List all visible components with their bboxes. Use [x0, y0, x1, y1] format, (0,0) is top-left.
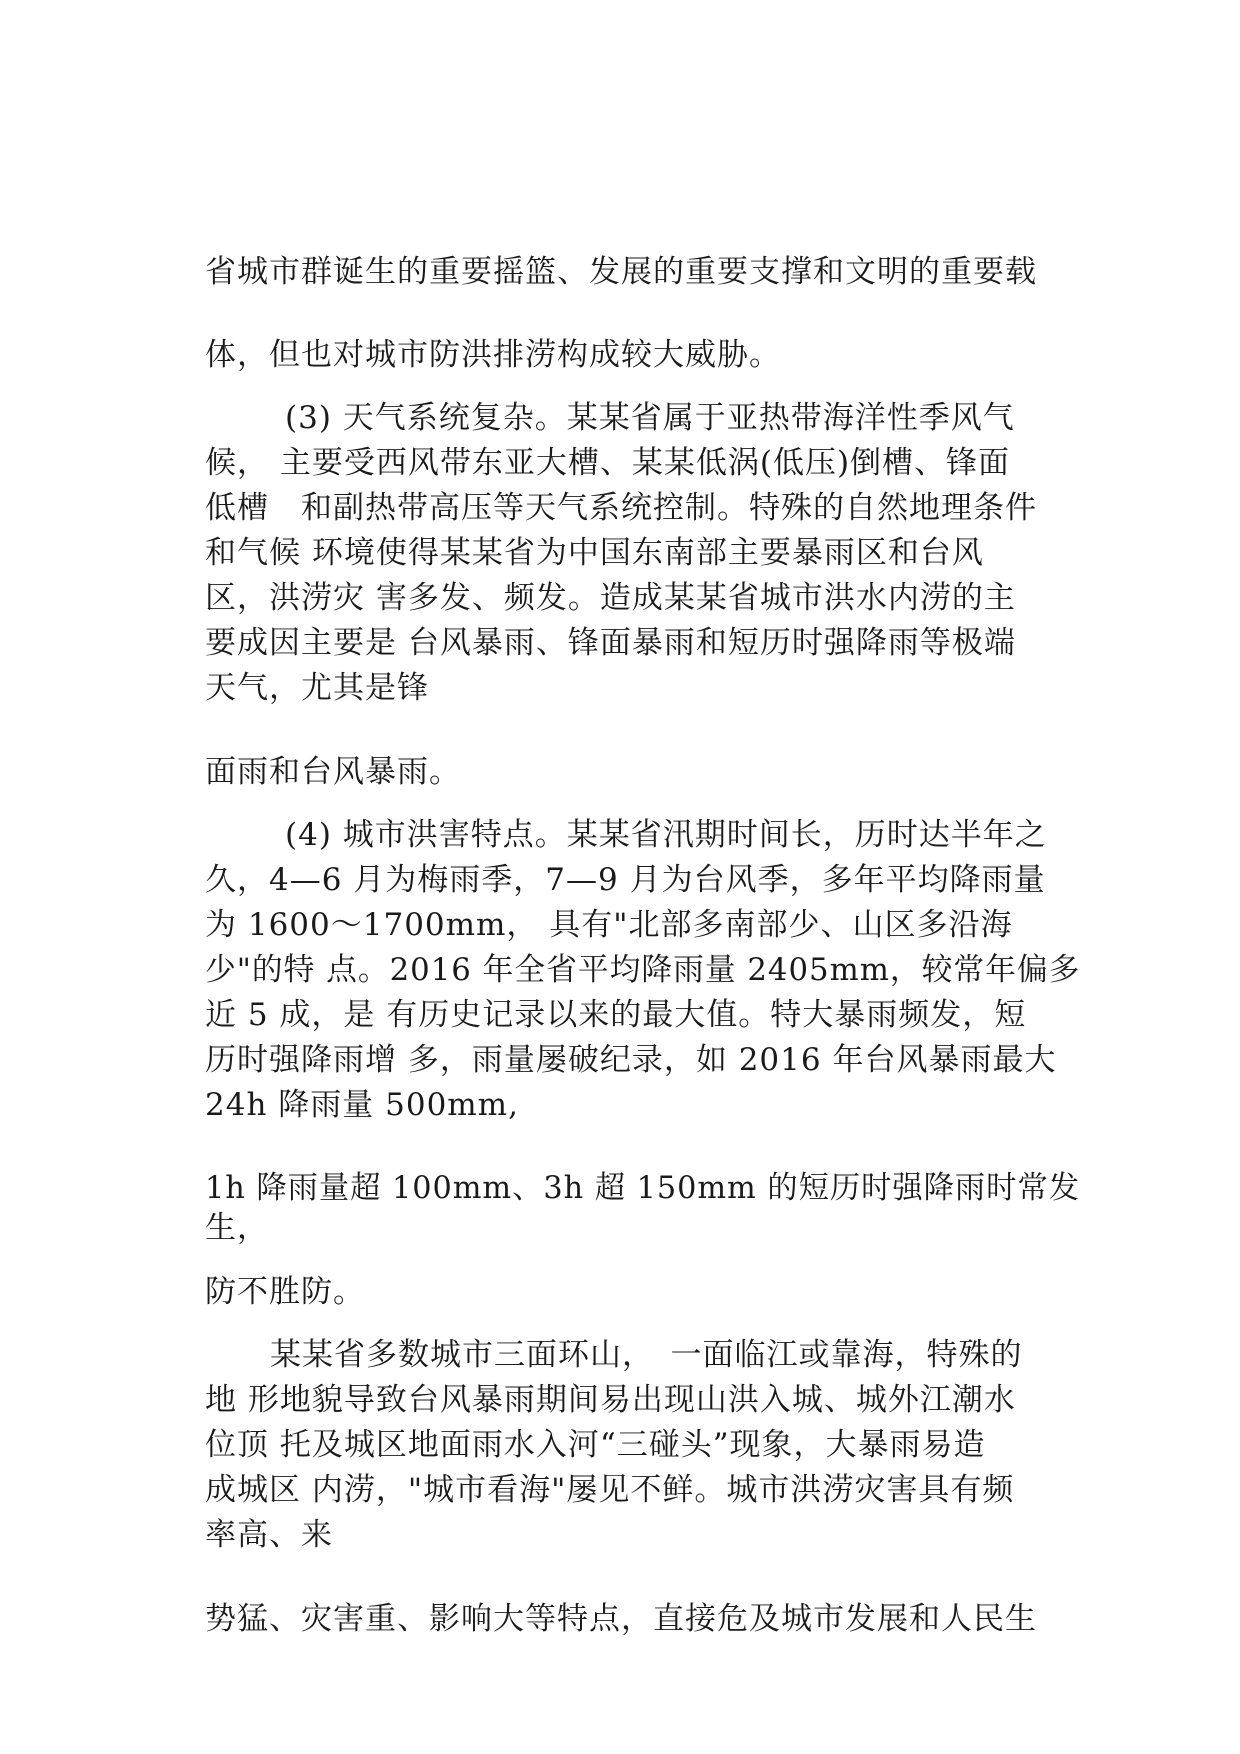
text-line-20: 防不胜防。: [205, 1274, 365, 1310]
text-line-8: 要成因主要是 台风暴雨、锋面暴雨和短历时强降雨等极端: [205, 625, 1016, 661]
text-line-25: 率高、来: [205, 1517, 333, 1553]
text-line-16: 历时强降雨增 多，雨量屡破纪录，如 2016 年台风暴雨最大: [205, 1042, 1057, 1078]
text-line-7: 区，洪涝灾 害多发、频发。造成某某省城市洪水内涝的主: [205, 580, 1016, 616]
text-line-15: 近 5 成，是 有历史记录以来的最大值。特大暴雨频发，短: [205, 997, 1027, 1033]
text-line-14: 少"的特 点。2016 年全省平均降雨量 2405mm，较常年偏多: [205, 952, 1081, 988]
text-line-18: 1h 降雨量超 100mm、3h 超 150mm 的短历时强降雨时常发: [205, 1170, 1080, 1206]
text-line-9: 天气，尤其是锋: [205, 670, 429, 706]
text-line-21: 某某省多数城市三面环山， 一面临江或靠海，特殊的: [270, 1337, 1023, 1373]
text-line-13: 为 1600～1700mm， 具有"北部多南部少、山区多沿海: [205, 907, 1013, 943]
text-line-26: 势猛、灾害重、影响大等特点，直接危及城市发展和人民生: [205, 1601, 1037, 1637]
text-line-6: 和气候 环境使得某某省为中国东南部主要暴雨区和台风: [205, 535, 984, 571]
text-line-4: 候， 主要受西风带东亚大槽、某某低涡(低压)倒槽、锋面: [205, 445, 1011, 481]
text-line-19: 生，: [205, 1210, 269, 1246]
text-line-23: 位顶 托及城区地面雨水入河“三碰头”现象，大暴雨易造: [205, 1427, 986, 1463]
text-line-3: (3) 天气系统复杂。某某省属于亚热带海洋性季风气: [285, 400, 1015, 436]
text-line-24: 成城区 内涝，"城市看海"屡见不鲜。城市洪涝灾害具有频: [205, 1472, 1015, 1508]
text-line-5: 低槽 和副热带高压等天气系统控制。特殊的自然地理条件: [205, 490, 1037, 526]
text-line-12: 久，4—6 月为梅雨季，7—9 月为台风季，多年平均降雨量: [205, 862, 1046, 898]
text-line-2: 体，但也对城市防洪排涝构成较大威胁。: [205, 337, 781, 373]
text-line-22: 地 形地貌导致台风暴雨期间易出现山洪入城、城外江潮水: [205, 1382, 1016, 1418]
text-line-10: 面雨和台风暴雨。: [205, 754, 461, 790]
text-line-1: 省城市群诞生的重要摇篮、发展的重要支撑和文明的重要载: [205, 254, 1037, 290]
text-line-17: 24h 降雨量 500mm,: [205, 1087, 519, 1123]
text-line-11: (4) 城市洪害特点。某某省汛期时间长，历时达半年之: [285, 817, 1047, 853]
